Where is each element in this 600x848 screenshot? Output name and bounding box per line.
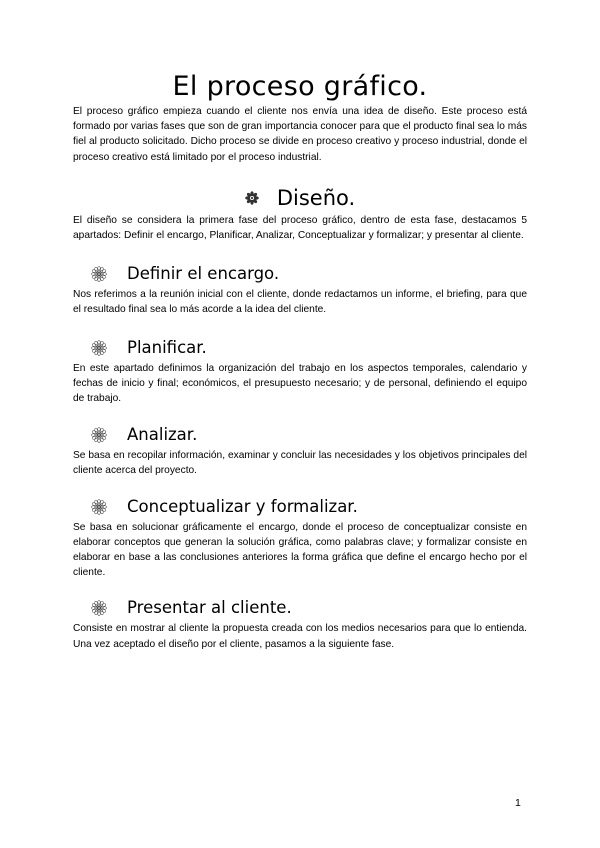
subsection-heading-text: Planificar. [127, 337, 207, 357]
subsection-heading-text: Presentar al cliente. [127, 598, 292, 618]
document-title: El proceso gráfico. [172, 71, 428, 102]
subsection-heading-presentar [91, 595, 527, 621]
subsection-heading-definir [91, 261, 527, 287]
subsection-paragraph-analizar: Se basa en recopilar información, examinar y concluir las necesidades y los objetivos principales del cliente acerca del proyecto. [73, 450, 527, 477]
subsection-heading-analizar [91, 422, 527, 448]
subsection-paragraph-conceptualizar: Se basa en solucionar gráficamente el encargo, donde el proceso de conceptualizar consiste en elaborar conceptos que generan la solución gráfica, como palabras clave; y formalizar consiste en elaborar en base a las conclusiones anteriores la forma gráfica que define el encargo hecho por el cliente. [73, 521, 527, 579]
flower-outline-icon [91, 600, 107, 616]
section-heading-diseno [73, 183, 527, 213]
section-heading-text: Diseño. [276, 185, 356, 210]
document-page [73, 0, 527, 652]
subsection-heading-planificar [91, 335, 527, 361]
subsection-paragraph-definir: Nos referimos a la reunión inicial con el cliente, donde redactamos un informe, el briefing, para que el resultado final sea lo más acorde a la idea del cliente. [73, 289, 527, 316]
flower-outline-icon [91, 266, 107, 282]
subsection-heading-conceptualizar [91, 494, 527, 520]
flower-bullet-icon [245, 191, 259, 205]
subsection-paragraph-presentar: Consiste en mostrar al cliente la propuesta creada con los medios necesarios para que lo entienda. Una vez aceptado el diseño por el cliente, pasamos a la siguiente fase. [73, 623, 527, 650]
flower-outline-icon [91, 427, 107, 443]
subsection-heading-text: Definir el encargo. [127, 264, 280, 284]
subsection-heading-text: Conceptualizar y formalizar. [127, 496, 358, 516]
flower-outline-icon [91, 499, 107, 515]
intro-paragraph: El proceso gráfico empieza cuando el cliente nos envía una idea de diseño. Este proceso está formado por varias fases que son de gran importancia conocer para que el producto final sea lo más fiel al producto solicitado. Dicho proceso se divide en proceso creativo y proceso industrial, donde el proceso creativo está limitado por el proceso industrial. [73, 106, 527, 163]
subsection-heading-text: Analizar. [127, 425, 198, 445]
section-paragraph-diseno: El diseño se considera la primera fase del proceso gráfico, dentro de esta fase, destacamos 5 apartados: Definir el encargo, Planificar, Analizar, Conceptualizar y formalizar; y presentar al cliente. [73, 214, 527, 242]
page-number: 1 [515, 797, 521, 809]
subsection-paragraph-planificar: En este apartado definimos la organización del trabajo en los aspectos temporales, calendario y fechas de inicio y final; económicos, el presupuesto necesario; y de personal, definiendo el equipo de trabajo. [73, 362, 527, 405]
flower-outline-icon [91, 340, 107, 356]
